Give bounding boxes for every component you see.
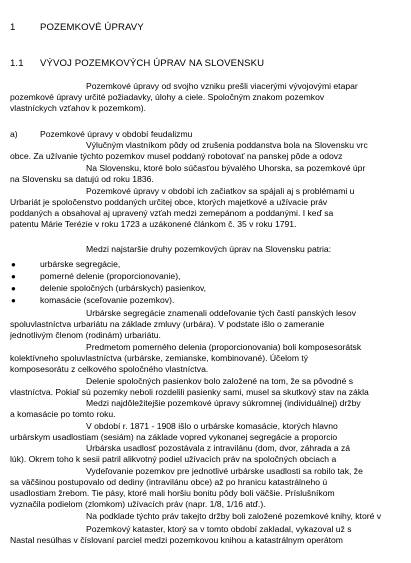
paragraph-line: vlastníctva. Pokiaľ sú pozemky neboli rozdelili pasienky sami, musel sa skutkový stav na zákla: [10, 387, 369, 397]
paragraph-line: sa väčšinou postupovalo od dediny (intravilánu obce) až po hranicu katastrálneho ú: [10, 477, 328, 487]
paragraph-line: jednotlivým členom (rodinám) urbariátu.: [10, 330, 161, 340]
paragraph-line: Pozemkové úpravy v období ich začiatkov sa spájali aj s problémami u: [86, 186, 355, 196]
paragraph-line: Medzi najdôležitejšie pozemkové úpravy súkromnej (individuálnej) držby: [86, 398, 361, 408]
bullet-marker: ●: [11, 260, 16, 269]
bullet-marker: ●: [11, 272, 16, 281]
paragraph-line: Predmetom pomerného delenia (proporcionovania) boli komposesorátsk: [86, 342, 362, 352]
paragraph-line: kolektívneho spoluvlastníctva (urbárske, zemianske, kombinované). Účelom tý: [10, 353, 309, 363]
paragraph-line: poddaných a obsahoval aj upravený vzťah medzi zemepánom a poddanými. I keď sa: [10, 208, 334, 218]
heading-title: POZEMKOVÉ ÚPRAVY: [40, 22, 144, 33]
paragraph-line: V období r. 1871 - 1908 išlo o urbárske komasácie, ktorých hlavno: [86, 421, 338, 431]
paragraph-line: Urbárske segregácie znamenali oddeľovanie tých častí panských lesov: [86, 308, 357, 318]
paragraph-line: na Slovensku sa datujú od roku 1836.: [10, 174, 154, 184]
paragraph-line: Urbárska usadlosť pozostávala z intravilánu (dom, dvor, záhrada a zá: [86, 443, 351, 453]
section-title: Pozemkové úpravy v období feudalizmu: [40, 129, 193, 139]
subheading-title: VÝVOJ POZEMKOVÝCH ÚPRAV NA SLOVENSKU: [40, 58, 265, 69]
paragraph-line: spoluvlastníctva urbariátu na základe zmluvy (urbára). V podstate išlo o zameranie: [10, 319, 325, 329]
paragraph-line: obce. Za užívanie týchto pozemkov musel poddaný robotovať na panskej pôde a odovz: [10, 151, 343, 161]
paragraph-line: a komasácie po tomto roku.: [10, 409, 116, 419]
list-item: delenie spoločných (urbárskych) pasienkov,: [40, 283, 207, 293]
paragraph-line: Urbariát je spoločenstvo poddaných určitej obce, ktorých majetkové a užívacie práv: [10, 197, 328, 207]
heading-number: 1: [10, 22, 16, 33]
paragraph-line: vyznačila podielom (zlomkom) užívacích práv (napr. 1/8, 1/16 atď.).: [10, 499, 266, 509]
paragraph-line: Nastal nesúlhas v číslovaní parciel medzi pozemkovou knihou a katastrálnym operátom: [10, 535, 343, 545]
bullet-marker: ●: [11, 296, 16, 305]
paragraph-line: Na Slovensku, ktoré bolo súčasťou bývalého Uhorska, sa pozemkové úpr: [86, 163, 366, 173]
paragraph-line: lúk). Okrem toho k sesii patril alikvotný podiel užívacích práv na spoločných obciach a: [10, 454, 337, 464]
subheading-number: 1.1: [10, 58, 24, 69]
bullet-marker: ●: [11, 284, 16, 293]
paragraph-line: Pozemkové úpravy od svojho vzniku prešli viacerými vývojovými etapar: [86, 81, 358, 91]
paragraph-line: Vydeľovanie pozemkov pre jednotlivé urbárske usadlosti sa robilo tak, že: [86, 466, 363, 476]
paragraph-line: Delenie spoločných pasienkov bolo založené na tom, že sa pôvodné s: [86, 376, 354, 386]
paragraph-line: komposesorátu z celkového spoločného vlastníctva.: [10, 364, 209, 374]
list-item: komasácie (sceľovanie pozemkov).: [40, 295, 175, 305]
list-item: pomerné delenie (proporcionovanie),: [40, 271, 181, 281]
paragraph-line: Výlučným vlastníkom pôdy od zrušenia poddanstva bola na Slovensku vrc: [86, 140, 368, 150]
section-label: a): [10, 129, 18, 139]
paragraph-line: patentu Márie Terézie v roku 1723 a uzákonené článkom č. 35 v roku 1791.: [10, 219, 297, 229]
paragraph-line: vlastníckych vzťahov k pozemkom).: [10, 103, 146, 113]
paragraph-line: Pozemkový kataster, ktorý sa v tomto období zakladal, vykazoval už s: [86, 524, 352, 534]
list-item: urbárske segregácie,: [40, 259, 121, 269]
paragraph-line: pozemkové úpravy určité požiadavky, úlohy a ciele. Spoločným znakom pozemkov: [10, 92, 325, 102]
paragraph-line: urbárskym usadlostiam (sesiám) na základe vopred vykonanej segregácie a proporcio: [10, 432, 338, 442]
paragraph-line: Medzi najstaršie druhy pozemkových úprav na Slovensku patria:: [86, 244, 332, 254]
paragraph-line: Na podklade týchto práv takejto držby boli založené pozemkové knihy, ktoré v: [86, 511, 382, 521]
paragraph-line: usadlostiam žrebom. Tie pásy, ktoré mali horšiu bonitu pôdy boli väčšie. Príslušníkom: [10, 488, 335, 498]
